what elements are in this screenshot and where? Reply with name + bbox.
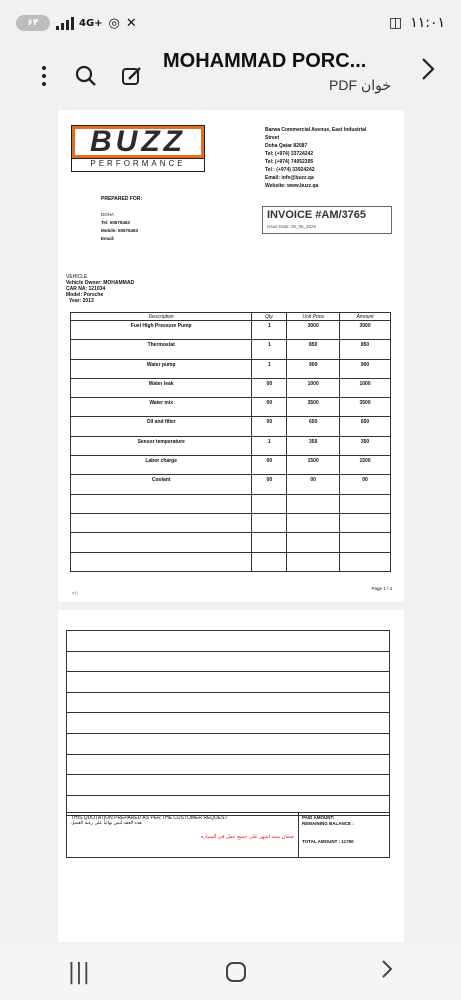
home-button[interactable] <box>226 962 246 982</box>
cell-amount: 350 <box>340 436 391 455</box>
battery-level: ۶۴ <box>27 18 39 28</box>
signal-icon <box>56 16 74 30</box>
company-line: Street <box>265 135 280 141</box>
cell-qty <box>252 494 287 513</box>
cell-unit-price: 00 <box>287 475 340 494</box>
more-options-button[interactable] <box>24 56 64 96</box>
logo-text: BUZZ <box>90 125 186 158</box>
page-number: Page 1 / 3 <box>371 586 392 591</box>
cell-unit-price: 900 <box>287 359 340 378</box>
cell-qty: 00 <box>252 456 287 475</box>
cell-description: Water mix <box>71 398 252 417</box>
cell-qty <box>252 552 287 571</box>
company-address <box>265 126 395 190</box>
cell-amount: 1500 <box>340 456 391 475</box>
vehicle-line: Vehicle Owner: MOHAMMAD <box>66 280 135 286</box>
blank-row <box>67 754 390 775</box>
mute-icon: ✕ <box>125 15 137 31</box>
customer-line: DOHA <box>101 212 115 217</box>
footer-arabic-note: هذه العقد ليس نهائياً على رغبة العميل <box>71 821 142 826</box>
cell-qty: 00 <box>252 475 287 494</box>
cell-unit-price: 1000 <box>287 378 340 397</box>
table-row <box>71 513 391 532</box>
more-vert-icon <box>41 65 47 87</box>
cell-unit-price <box>287 533 340 552</box>
instagram-icon: ◫ <box>388 15 403 31</box>
cell-amount: 1000 <box>340 378 391 397</box>
cell-amount <box>340 494 391 513</box>
vehicle-info <box>66 274 134 304</box>
issue-date: Issue Date: 05_06_2025 <box>267 224 317 229</box>
warranty-note: ضمان ستة اشهر على جميع عمل في السياره <box>200 834 294 840</box>
cell-amount: 850 <box>340 340 391 359</box>
cell-amount: 650 <box>340 417 391 436</box>
cell-description <box>71 513 252 532</box>
cell-description <box>71 533 252 552</box>
cell-description <box>71 494 252 513</box>
table-row <box>71 475 391 494</box>
battery-icon <box>16 15 50 31</box>
company-line: Tel: (+974) 33724242 <box>265 151 314 157</box>
customer-line: Email: <box>101 236 115 241</box>
cell-amount: 3500 <box>340 398 391 417</box>
back-button[interactable] <box>381 959 393 985</box>
pdf-page-2[interactable] <box>58 610 404 942</box>
table-row <box>71 340 391 359</box>
network-type: 4G+ <box>79 17 103 29</box>
remaining-balance: REMAINING BALANCE : <box>302 821 354 826</box>
cell-amount: 3000 <box>340 321 391 340</box>
invoice-number-box <box>262 206 392 234</box>
cell-unit-price <box>287 552 340 571</box>
cell-qty: 1 <box>252 321 287 340</box>
vehicle-line: Model: Porsche <box>66 292 104 298</box>
page-mark: ۲/۱ <box>72 591 79 597</box>
chevron-right-icon <box>421 57 435 81</box>
cell-unit-price <box>287 494 340 513</box>
back-chevron-icon <box>381 959 393 979</box>
navigation-bar <box>0 944 461 1000</box>
table-row <box>71 436 391 455</box>
cell-description: Coolant <box>71 475 252 494</box>
cell-qty <box>252 533 287 552</box>
clock: ۱۱:۰۱ <box>410 15 445 31</box>
vehicle-line: Year: 2013 <box>69 298 94 304</box>
blank-table <box>66 630 390 816</box>
customer-line: Tel: 50675463 <box>101 220 130 225</box>
cell-unit-price: 1500 <box>287 456 340 475</box>
edit-button[interactable] <box>112 56 152 96</box>
table-row <box>71 533 391 552</box>
company-line: Barwa Commercial Avenue, East Industrial <box>265 127 367 133</box>
invoice-table <box>70 312 391 572</box>
cell-unit-price: 850 <box>287 340 340 359</box>
table-row <box>71 456 391 475</box>
blank-row <box>67 692 390 713</box>
cell-description: Labor charge <box>71 456 252 475</box>
paid-amount: PAID AMOUNT: <box>302 815 335 820</box>
prepared-for-label: PREPARED FOR: <box>101 196 143 202</box>
forward-button[interactable] <box>421 56 435 88</box>
cell-amount <box>340 533 391 552</box>
cell-qty <box>252 513 287 532</box>
table-row <box>71 494 391 513</box>
cell-qty: 00 <box>252 378 287 397</box>
company-line: Doha Qatar 82087 <box>265 143 308 149</box>
cell-unit-price: 3000 <box>287 321 340 340</box>
cell-description: Water pump <box>71 359 252 378</box>
blank-row <box>67 672 390 693</box>
cell-description: Water leak <box>71 378 252 397</box>
cell-amount <box>340 513 391 532</box>
blank-row <box>67 775 390 796</box>
cell-description: Oil and filter <box>71 417 252 436</box>
blank-row <box>67 651 390 672</box>
col-qty: Qty. <box>252 313 287 321</box>
table-row <box>71 398 391 417</box>
document-title: MOHAMMAD PORC... <box>163 50 367 72</box>
cell-amount: 900 <box>340 359 391 378</box>
blank-row <box>67 713 390 734</box>
company-line: Website: www.buzz.qa <box>265 183 319 189</box>
recent-apps-button[interactable]: ||| <box>67 959 91 985</box>
total-amount: TOTAL AMOUNT : 11750 <box>302 839 354 844</box>
vehicle-line: VEHICLE <box>66 274 88 280</box>
pdf-page-1[interactable] <box>58 110 404 602</box>
customer-info <box>101 211 138 243</box>
cell-unit-price: 3500 <box>287 398 340 417</box>
app-name: PDF خوان <box>329 77 391 93</box>
col-amount: Amount <box>340 313 391 321</box>
cell-description: Fuel High Pressure Pump <box>130 323 192 329</box>
table-row <box>71 321 391 340</box>
cell-qty: 00 <box>252 417 287 436</box>
blank-row <box>67 733 390 754</box>
app-header <box>0 46 461 108</box>
edit-icon <box>121 65 143 87</box>
cell-unit-price: 350 <box>287 436 340 455</box>
vehicle-line: CAR NA: 121034 <box>66 286 106 292</box>
cell-unit-price <box>287 513 340 532</box>
cell-description <box>71 552 252 571</box>
col-unit-price: Unit Price <box>287 313 340 321</box>
status-bar <box>0 0 461 46</box>
cell-unit-price: 650 <box>287 417 340 436</box>
logo-subtitle: PERFORMANCE <box>71 159 205 172</box>
footer-note: THIS QUOTATION PREPARED AS PER THE CUSTOMER REQUEST <box>71 815 228 821</box>
customer-line: Mobile: 50675463 <box>101 228 139 233</box>
col-description: Description <box>71 313 252 321</box>
hotspot-icon: ◎ <box>108 15 120 31</box>
cell-qty: 1 <box>252 359 287 378</box>
cell-qty: 00 <box>252 398 287 417</box>
cell-qty: 1 <box>252 436 287 455</box>
company-line: Tel: (+974) 74052395 <box>265 159 314 165</box>
cell-description: Thermostat <box>71 340 252 359</box>
search-icon <box>75 65 97 87</box>
table-row <box>71 378 391 397</box>
company-logo <box>71 125 205 175</box>
blank-row <box>67 631 390 652</box>
table-row <box>71 417 391 436</box>
company-line: Email: info@buzz.qa <box>265 175 314 181</box>
cell-qty: 1 <box>252 340 287 359</box>
table-row <box>71 552 391 571</box>
invoice-footer <box>66 812 390 858</box>
cell-amount: 00 <box>340 475 391 494</box>
table-row <box>71 359 391 378</box>
cell-description: Sensor temperature <box>71 436 252 455</box>
search-button[interactable] <box>66 56 106 96</box>
cell-amount <box>340 552 391 571</box>
company-line: Tel : (+974) 33924242 <box>265 167 315 173</box>
invoice-number: INVOICE #AM/3765 <box>267 209 367 221</box>
